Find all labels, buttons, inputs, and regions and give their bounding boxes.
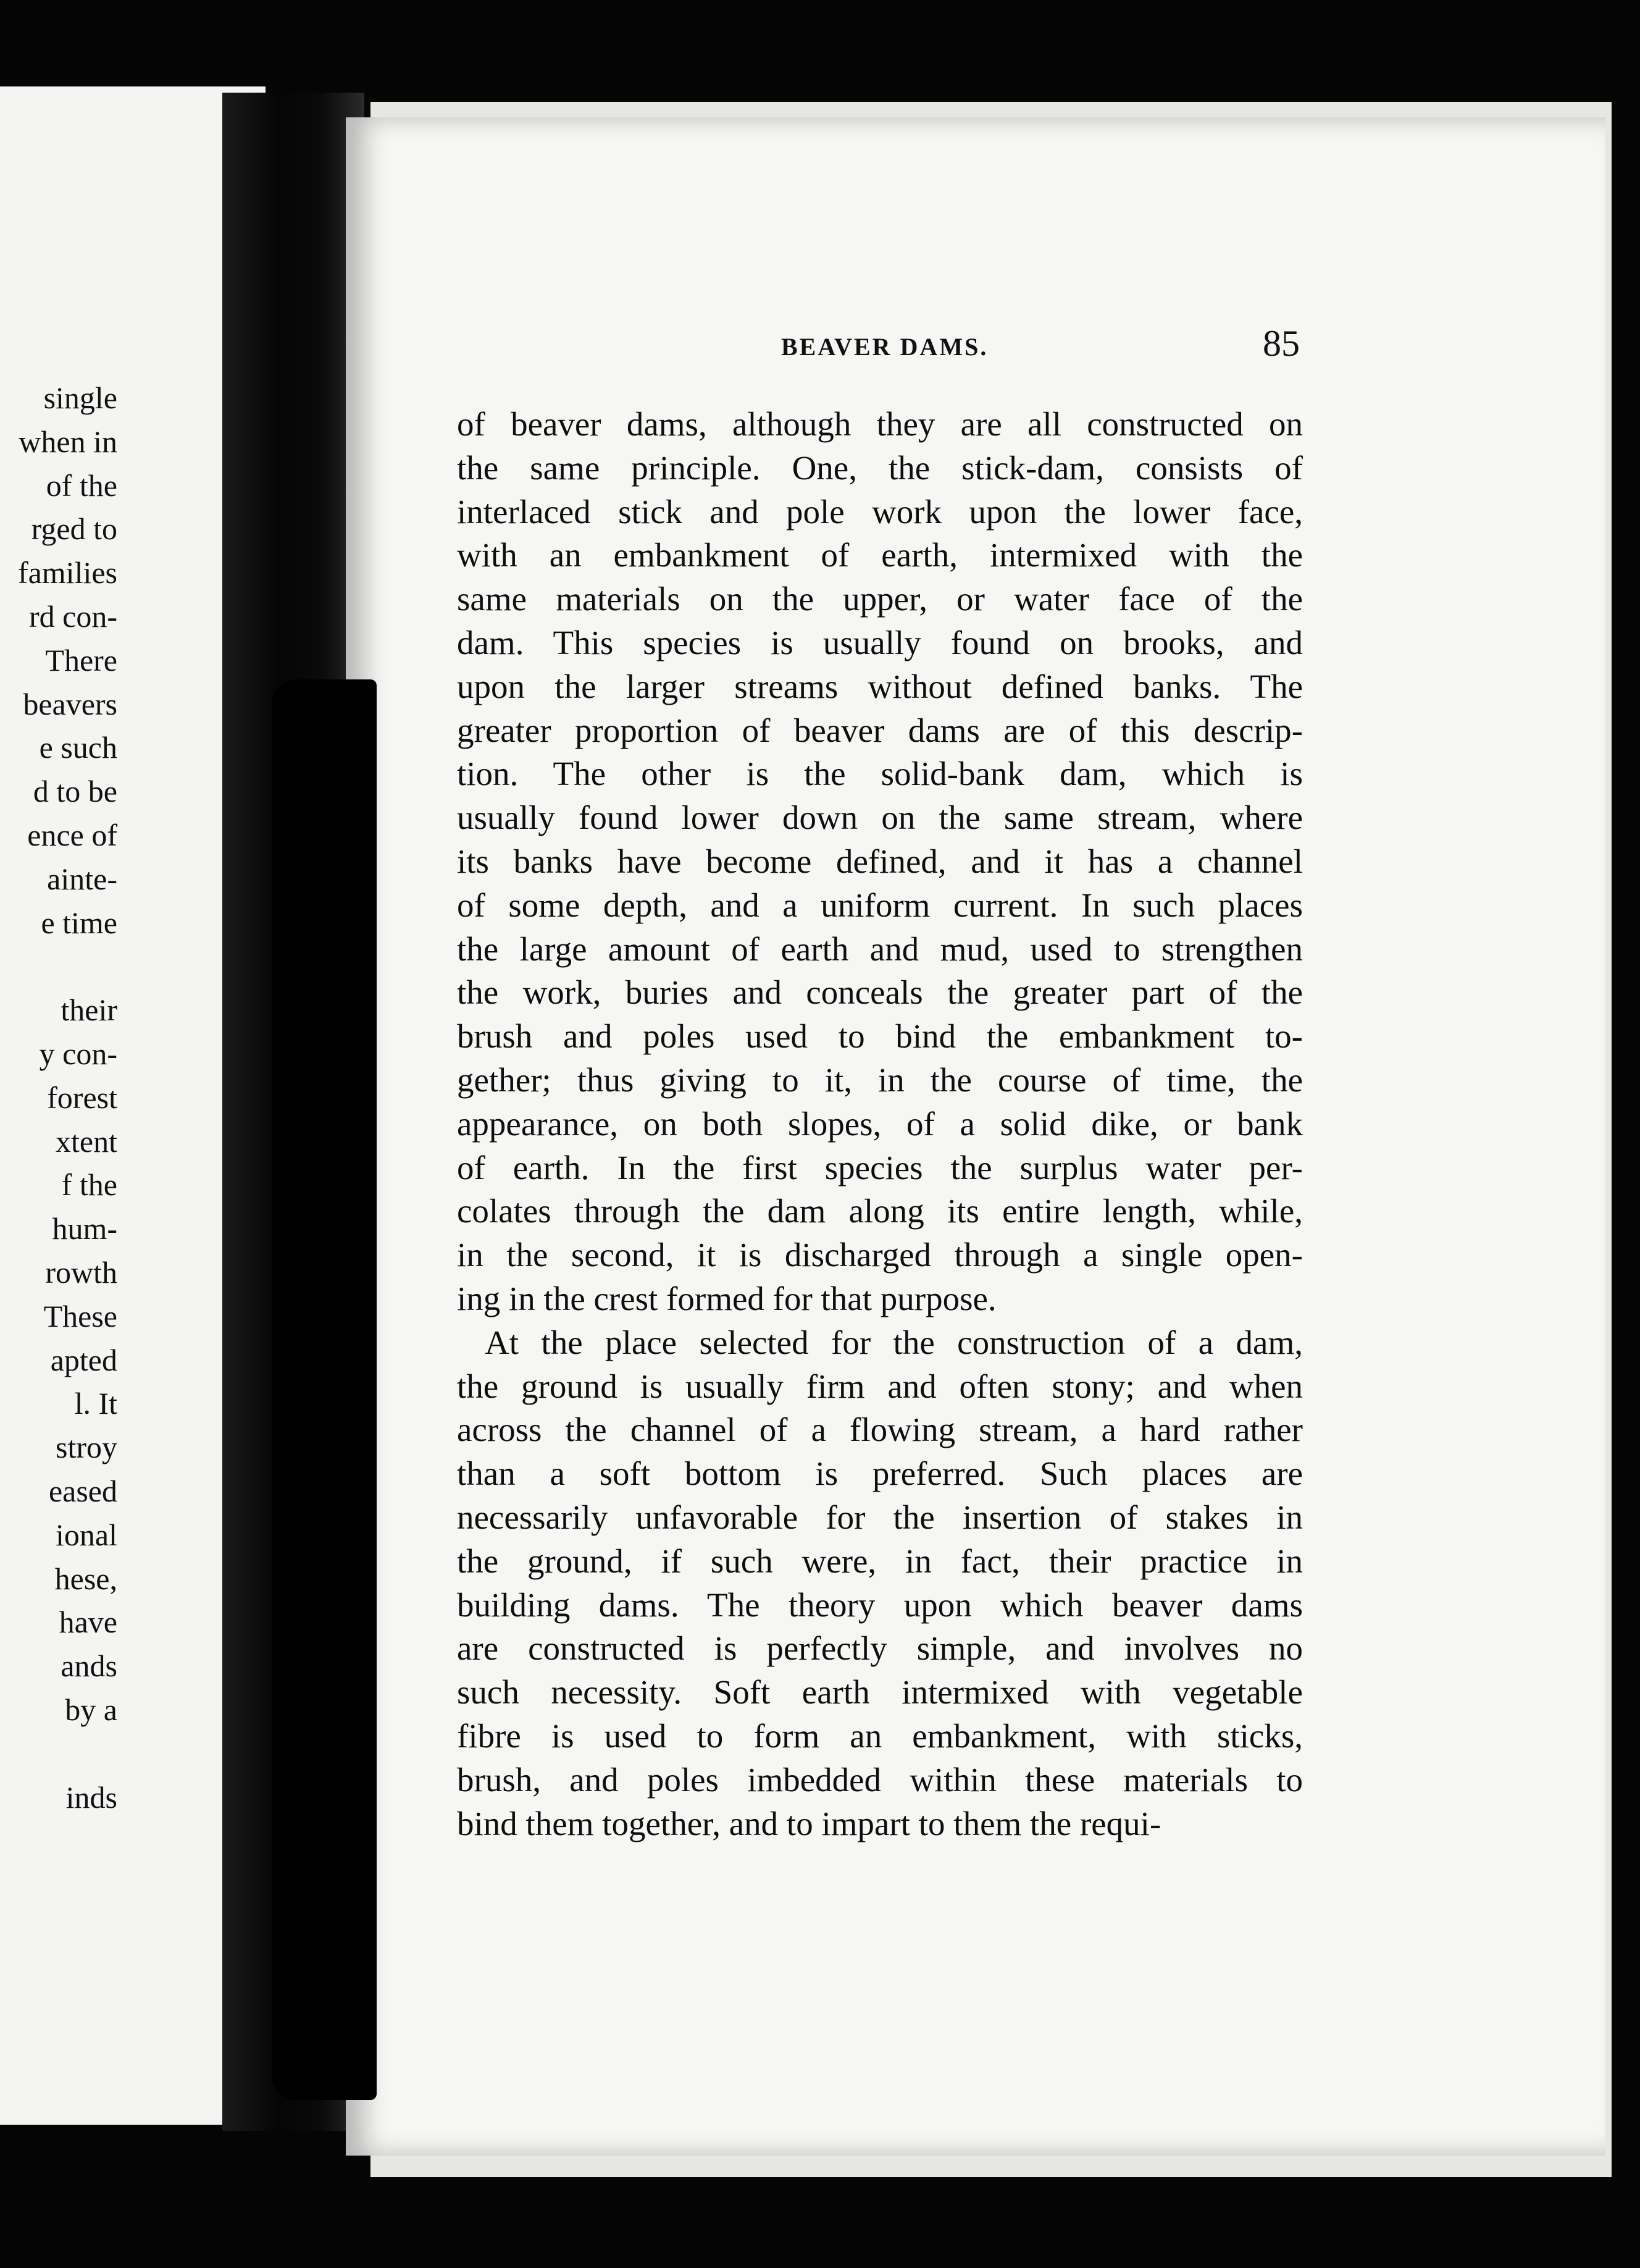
text-line: interlaced stick and pole work upon the lower face, <box>457 492 1303 531</box>
left-page-fragment: beavers <box>23 686 117 721</box>
text-line: the ground, if such were, in fact, their practice in <box>457 1542 1303 1580</box>
left-page-fragment: families <box>17 555 117 590</box>
text-line: dam. This species is usually found on brooks, and <box>457 624 1303 662</box>
text-line: colates through the dam along its entire length, while, <box>457 1192 1303 1230</box>
text-line: appearance, on both slopes, of a solid dike, or bank <box>457 1104 1303 1143</box>
left-page-fragment: l. It <box>74 1386 117 1421</box>
text-line: bind them together, and to impart to them the requi- <box>457 1804 1161 1842</box>
left-page-fragment: hum- <box>52 1211 117 1246</box>
text-line: of some depth, and a uniform current. In such places <box>457 886 1303 924</box>
left-page-fragment: stroy <box>56 1430 117 1465</box>
left-page-fragment: have <box>59 1605 117 1640</box>
text-line: the ground is usually firm and often stony; and when <box>457 1367 1303 1405</box>
text-line: brush, and poles imbedded within these materials to <box>457 1760 1303 1799</box>
text-line: tion. The other is the solid-bank dam, which is <box>457 755 1303 793</box>
left-page-fragment: their <box>61 993 117 1028</box>
text-line: greater proportion of beaver dams are of this descrip- <box>457 711 1303 749</box>
left-page-fragment: of the <box>46 468 117 503</box>
left-page-fragment: ence of <box>27 818 117 852</box>
left-page-fragment: rd con- <box>29 599 117 634</box>
text-line: with an embankment of earth, intermixed with the <box>457 536 1303 574</box>
text-line: ing in the crest formed for that purpose. <box>457 1280 997 1317</box>
left-page-fragment: apted <box>50 1342 117 1377</box>
left-page-fragment: y con- <box>39 1036 117 1071</box>
text-line: necessarily unfavorable for the insertion of stakes in <box>457 1498 1303 1536</box>
text-line: are constructed is perfectly simple, and involves no <box>457 1629 1303 1668</box>
left-page-fragment: e such <box>39 730 117 765</box>
left-page-fragment: inds <box>65 1779 117 1815</box>
left-page-fragment: by a <box>65 1692 117 1727</box>
text-line: of earth. In the first species the surplus water per- <box>457 1148 1303 1186</box>
text-line: the same principle. One, the stick-dam, consists of <box>457 448 1303 487</box>
left-page-fragment: when in <box>19 424 117 459</box>
page-number: 85 <box>1263 323 1300 364</box>
text-line: its banks have become defined, and it has a channel <box>457 842 1303 880</box>
left-page-fragment: ainte- <box>47 861 117 896</box>
left-page-fragment: ional <box>56 1517 117 1552</box>
text-line: the large amount of earth and mud, used to strengthen <box>457 930 1303 968</box>
text-line: such necessity. Soft earth intermixed with vegetable <box>457 1673 1303 1712</box>
text-line: brush and poles used to bind the embankment to- <box>457 1017 1303 1056</box>
text-line: fibre is used to form an embankment, with sticks, <box>457 1717 1303 1755</box>
left-page-fragment: rged to <box>31 511 117 547</box>
text-line: the work, buries and conceals the greater part of the <box>457 973 1303 1012</box>
text-line: same materials on the upper, or water face of the <box>457 580 1303 618</box>
text-line: than a soft bottom is preferred. Such places are <box>457 1455 1303 1493</box>
left-page-fragment: xtent <box>56 1124 117 1159</box>
left-page-fragment: These <box>43 1298 117 1334</box>
left-page-fragment: eased <box>48 1474 117 1508</box>
left-page-fragment: single <box>43 380 117 415</box>
gutter-shadow <box>272 679 377 2100</box>
text-line: upon the larger streams without defined banks. The <box>457 667 1303 705</box>
left-page-fragment: rowth <box>45 1255 117 1290</box>
left-page-fragment: forest <box>47 1080 117 1115</box>
text-line: At the place selected for the construction of a dam, <box>485 1323 1303 1361</box>
left-page-fragment: e time <box>41 905 117 940</box>
text-line: across the channel of a flowing stream, a hard rather <box>457 1411 1303 1449</box>
left-page-fragment: There <box>45 642 117 678</box>
text-line: usually found lower down on the same stream, where <box>457 799 1303 837</box>
left-page-fragment: ands <box>61 1648 117 1684</box>
text-line: of beaver dams, although they are all constructed on <box>457 405 1303 443</box>
text-line: building dams. The theory upon which beaver dams <box>457 1586 1303 1624</box>
left-page-fragment: f the <box>61 1167 117 1203</box>
text-line: gether; thus giving to it, in the course of time, the <box>457 1061 1303 1099</box>
running-head: BEAVER DAMS. <box>781 333 989 361</box>
left-page-fragment: hese, <box>54 1561 117 1596</box>
left-page-fragment: d to be <box>33 774 117 809</box>
text-line: in the second, it is discharged through a single open- <box>457 1236 1303 1274</box>
